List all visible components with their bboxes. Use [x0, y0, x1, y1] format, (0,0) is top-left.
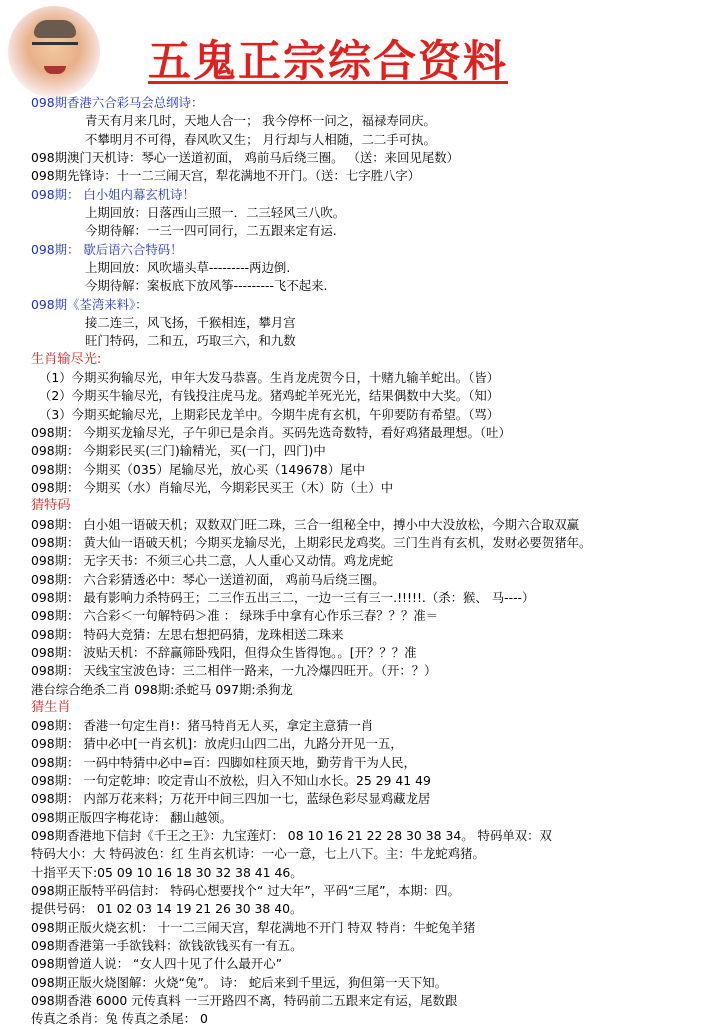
line-text: 098期： 六合彩＜一句解特码＞准 ： 绿珠手中拿有心作乐三春？？？准＝ [31, 608, 439, 624]
line-text: 098期： 今期买（035）尾输尽光，放心买（149678）尾中 [31, 461, 365, 477]
line-text: 港台综合绝杀二肖 098期:杀蛇马 097期:杀狗龙 [31, 681, 293, 697]
line-text: 098期： 无字天书：不须三心共二意，人人重心又动情。鸡龙虎蛇 [31, 553, 394, 569]
line-text: 098期香港六合彩马会总纲诗： [31, 95, 204, 110]
line-text: 猜特码 [31, 498, 71, 514]
text-line [31, 845, 717, 863]
line-text: 098期： 今期买龙输尽光，子午卯已是余肖。买码先选奇数特，看好鸡猪最理想。（吐） [31, 424, 511, 440]
line-text: 十指平天下:05 09 10 16 18 30 32 38 41 46。 [31, 864, 303, 880]
line-text: 098期《荃湾来料》： [31, 296, 148, 312]
text-line [31, 900, 717, 918]
text-line [31, 827, 717, 845]
line-text: 青天有月来几时，天地人合一； 我今停杯一问之，福禄寿同庆。 [85, 113, 436, 129]
line-text: 098期： 六合彩猜透必中：琴心一送道初面， 鸡前马后绕三圈。 [31, 571, 385, 587]
text-line [31, 442, 717, 460]
line-text: 098期香港第一手欲钱料：欲钱欲钱买有一有五。 [31, 938, 303, 954]
text-line [31, 992, 717, 1010]
avatar-glasses [32, 42, 78, 55]
document-body [31, 94, 717, 1029]
text-line [31, 167, 717, 185]
line-text: 098期： 猜中必中[一肖玄机]：放虎归山四二出，九路分开见一五， [31, 736, 403, 752]
line-text: 098期曾道人说： “女人四十见了什么最开心” [31, 956, 283, 972]
line-text: 猜生肖 [31, 699, 71, 715]
text-line [31, 644, 717, 662]
line-text: 歇后语六合特码！ [79, 241, 183, 257]
text-line [31, 277, 717, 295]
avatar-hair [34, 20, 76, 38]
line-text: 098期： 一句定乾坤：咬定青山不放松，归入不知山水长。25 29 41 49 [31, 773, 431, 789]
text-line [31, 607, 717, 625]
text-line [31, 369, 717, 387]
text-line [31, 626, 717, 644]
text-line [31, 589, 717, 607]
line-text: 上期回放：风吹墙头草---------两边倒. [85, 259, 291, 275]
text-line [31, 222, 717, 240]
text-line [31, 332, 717, 350]
section-heading [31, 699, 717, 717]
text-line [31, 461, 717, 479]
line-text: 098期正版四字梅花诗： 翻山越领。 [31, 809, 233, 825]
text-line [31, 149, 717, 167]
line-text: 098期： 白小姐一语破天机；双数双门旺二珠，三合一组秘全中，搏小中大没放松，今期六合取双赢 [31, 516, 579, 532]
text-line [31, 662, 717, 680]
line-text: 098期： [31, 241, 80, 257]
text-line [31, 406, 717, 424]
line-text: 098期先锋诗：十一二三闹天宫，犁花满地不开门。（送：七字胜八字） [31, 168, 421, 184]
text-line [31, 754, 717, 772]
text-line [31, 241, 717, 259]
text-line [31, 424, 717, 442]
avatar [8, 6, 100, 98]
line-text: 098期正版火烧玄机： 十一二三闹天宫，犁花满地不开门 特双 特肖：牛蛇兔羊猪 [31, 919, 476, 935]
line-text: 098期： 内部万花来料；万花开中间三四加一七，蓝绿色彩尽显鸡藏龙居 [31, 791, 431, 807]
text-line [31, 735, 717, 753]
text-line [31, 772, 717, 790]
text-line [31, 919, 717, 937]
line-text: 接二连三，风飞扬，千猴相连，攀月宫 [85, 314, 296, 330]
line-text: 098期： 最有影响力杀特码王；二三作五出三二，一边一三有三一.!!!!!.（杀：猴、 马----） [31, 589, 535, 605]
text-line [31, 937, 717, 955]
line-text: 098期正版特平码信封： 特码心想要找个“ 过大年”，平码“三尾”，本期：四。 [31, 883, 460, 899]
text-line [31, 681, 717, 699]
text-line [31, 790, 717, 808]
line-text: 098期： 今期买（水）肖输尽光，今期彩民买王（木）防（土）中 [31, 479, 394, 495]
section-heading [31, 497, 717, 515]
text-line [31, 259, 717, 277]
text-line [31, 882, 717, 900]
text-line [31, 131, 717, 149]
line-text: 今期待解：一三一四可同行，二五跟来定有运. [85, 223, 337, 239]
line-text: 旺门特码，二和五，巧取三六，和九数 [85, 333, 296, 349]
text-line [31, 571, 717, 589]
line-text: （2）今期买牛输尽光，有钱投注虎马龙。猪鸡蛇羊死光光，结果偶数中大奖。（知） [39, 388, 500, 404]
avatar-mouth [44, 66, 66, 74]
line-text: 白小姐内幕玄机诗！ [79, 186, 195, 202]
text-line [31, 204, 717, 222]
line-text: 098期： 香港一句定生肖!：猪马特肖无人买，拿定主意猜一肖 [31, 718, 374, 734]
line-text: （3）今期买蛇输尽光，上期彩民龙羊中。今期牛虎有玄机，午卯要防有希望。（骂） [39, 406, 500, 422]
text-line [31, 864, 717, 882]
line-text: 不攀明月不可得，春风吹又生； 月行却与人相随，二二手可执。 [85, 131, 436, 147]
line-text: 098期香港 6000 元传真料 一三开路四不离，特码前二五跟来定有运，尾数跟 [31, 993, 458, 1009]
line-text: 098期： 波贴天机：不辞赢筛卧残阳，但得众生皆得饱。。[开？？？准 [31, 644, 417, 660]
line-text: 098期： 特码大竞猜：左思右想把码猜，龙珠相送二珠来 [31, 626, 344, 642]
line-text: 098期： 黄大仙一语破天机；今期买龙输尽光，上期彩民龙鸡奖。三门生肖有玄机，发财必要贺猪年。 [31, 534, 592, 550]
line-text: 生肖输尽光: [31, 351, 102, 367]
line-text: 提供号码： 01 02 03 14 19 21 26 30 38 40。 [31, 901, 303, 917]
text-line [31, 809, 717, 827]
line-text: 098期香港地下信封《千王之王》：九宝莲灯： 08 10 16 21 22 28 30 38 34。 特码单双：双 [31, 828, 552, 844]
text-line [31, 516, 717, 534]
section-heading [31, 351, 717, 369]
line-text: 今期待解：案板底下放风筝---------飞不起来. [85, 278, 328, 294]
text-line [31, 387, 717, 405]
text-line [31, 186, 717, 204]
line-text: 上期回放：日落西山三照一．二三轻风三八吹。 [85, 204, 346, 220]
line-text: 098期澳门天机诗：琴心一送道初面， 鸡前马后绕三圈。 （送：来回见尾数） [31, 149, 460, 165]
line-text: （1）今期买狗输尽光，申年大发马恭喜。生肖龙虎贺今日，十赌九输羊蛇出。（皆） [39, 369, 500, 385]
text-line [31, 112, 717, 130]
text-line [31, 314, 717, 332]
text-line [31, 94, 717, 112]
line-text: 098期： [31, 186, 80, 202]
text-line [31, 552, 717, 570]
text-line [31, 717, 717, 735]
line-text: 特码大小：大 特码波色：红 生肖玄机诗：一心一意，七上八下。主：牛龙蛇鸡猪。 [31, 846, 485, 862]
text-line [31, 479, 717, 497]
line-text: 098期： 今期彩民买(三门)输精光，买(一门，四门)中 [31, 443, 326, 459]
line-text: 098期： 一码中特猜中必中=百：四脚如柱顶天地，勤劳肯干为人民， [31, 754, 416, 770]
line-text: 098期： 天线宝宝波色诗：三二相伴一路来，一九冷爆四旺开。（开：？） [31, 663, 437, 679]
line-text: 传真之杀肖：兔 传真之杀尾： 0 [31, 1011, 208, 1027]
text-line [31, 955, 717, 973]
page-title: 五鬼正宗综合资料 [148, 37, 508, 87]
line-text: 098期正版火烧图解：火烧“兔”。 诗： 蛇后来到千里远，狗但第一天下知。 [31, 974, 448, 990]
text-line [31, 1010, 717, 1028]
text-line [31, 296, 717, 314]
text-line [31, 974, 717, 992]
text-line [31, 534, 717, 552]
